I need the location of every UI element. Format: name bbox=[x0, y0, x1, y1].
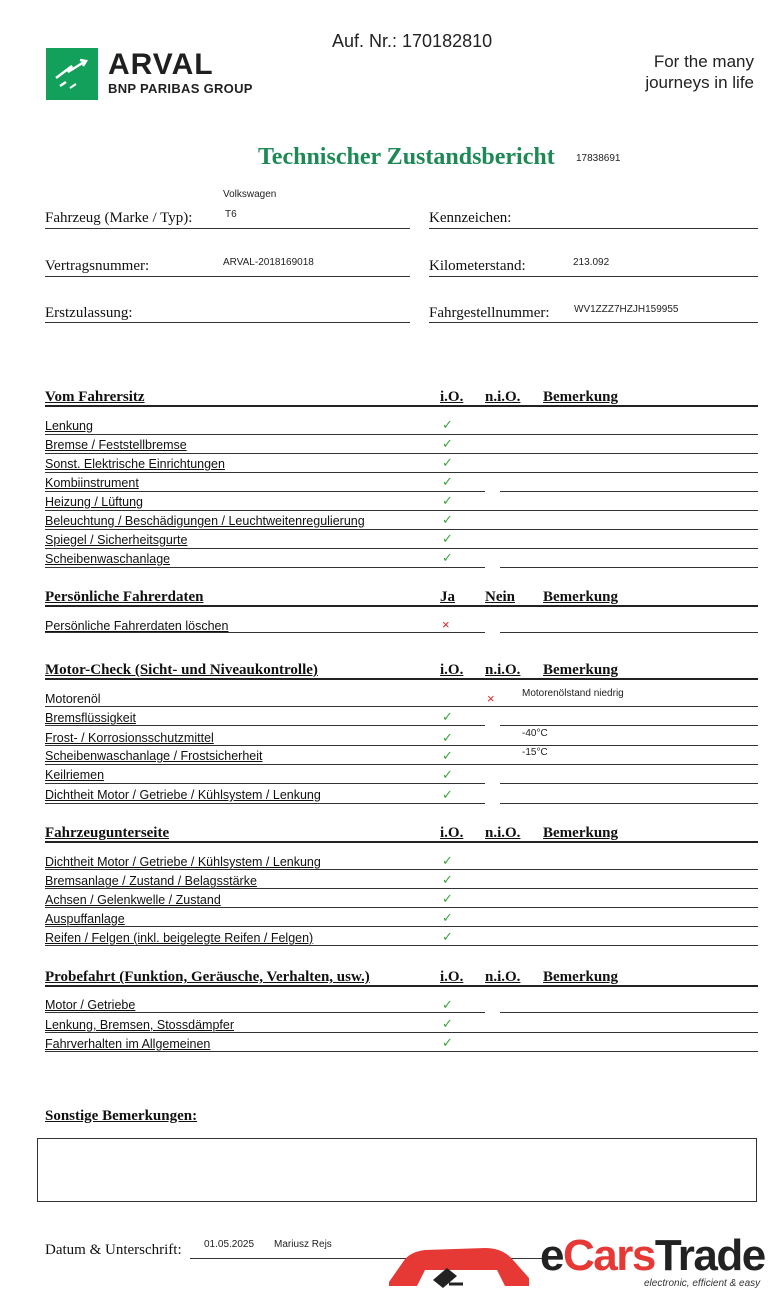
tagline-line-2: journeys in life bbox=[645, 73, 754, 92]
page-title: Technischer Zustandsbericht bbox=[258, 144, 555, 170]
row-line bbox=[45, 1012, 485, 1013]
section-title: Fahrzeugunterseite bbox=[45, 825, 170, 841]
cross-icon: × bbox=[487, 691, 495, 706]
column-header-yes: Ja bbox=[440, 589, 455, 605]
row-line bbox=[45, 472, 758, 473]
remark-line bbox=[500, 567, 758, 568]
signature-name: Mariusz Rejs bbox=[274, 1239, 332, 1250]
check-ok-icon: ✓ bbox=[442, 891, 453, 906]
row-line bbox=[45, 567, 485, 568]
check-item-label: Lenkung, Bremsen, Stossdämpfer bbox=[45, 1018, 234, 1032]
remark-line bbox=[500, 1012, 758, 1013]
check-ok-icon: ✓ bbox=[442, 474, 453, 489]
remark-line bbox=[500, 803, 758, 804]
signature-date: 01.05.2025 bbox=[204, 1239, 255, 1250]
remark-value: -15°C bbox=[522, 747, 548, 758]
row-line bbox=[45, 510, 758, 511]
contract-value: ARVAL-2018169018 bbox=[223, 257, 314, 268]
check-item-label: Motorenöl bbox=[45, 692, 101, 706]
check-item-label: Kombiinstrument bbox=[45, 476, 139, 490]
column-header-not-ok: n.i.O. bbox=[485, 969, 521, 985]
column-header-ok: i.O. bbox=[440, 662, 464, 678]
remark-line bbox=[500, 632, 758, 633]
other-remarks-text bbox=[38, 1139, 756, 1151]
check-item-label: Scheibenwaschanlage bbox=[45, 552, 171, 566]
row-line bbox=[45, 1051, 758, 1052]
row-line bbox=[45, 745, 758, 746]
check-ok-icon: ✓ bbox=[442, 910, 453, 925]
column-header-ok: i.O. bbox=[440, 825, 464, 841]
ecarstrade-logo bbox=[540, 1231, 765, 1280]
section-rule bbox=[45, 841, 758, 843]
vehicle-type-value: T6 bbox=[225, 209, 237, 220]
vehicle-type-label: Fahrzeug (Marke / Typ): bbox=[45, 210, 193, 226]
signature-label: Datum & Unterschrift: bbox=[45, 1242, 182, 1258]
row-line bbox=[45, 783, 485, 784]
row-line bbox=[45, 1032, 758, 1033]
vehicle-type-underline bbox=[45, 228, 410, 229]
section-rule bbox=[45, 985, 758, 987]
row-line bbox=[45, 764, 758, 765]
tagline bbox=[645, 51, 754, 93]
remark-value: Motorenölstand niedrig bbox=[522, 688, 624, 699]
check-ok-icon: ✓ bbox=[442, 767, 453, 782]
logo-name: ARVAL bbox=[108, 48, 214, 81]
check-ok-icon: ✓ bbox=[442, 853, 453, 868]
section-title: Persönliche Fahrerdaten bbox=[45, 589, 204, 605]
column-header-ok: i.O. bbox=[440, 389, 464, 405]
check-ok-icon: ✓ bbox=[442, 730, 453, 745]
section-title: Vom Fahrersitz bbox=[45, 389, 145, 405]
check-item-label: Spiegel / Sicherheitsgurte bbox=[45, 533, 188, 547]
check-ok-icon: ✓ bbox=[442, 787, 453, 802]
arval-logo-icon bbox=[46, 48, 98, 100]
vin-underline bbox=[429, 322, 758, 323]
check-ok-icon: ✓ bbox=[442, 748, 453, 763]
row-line bbox=[45, 945, 758, 946]
row-line bbox=[45, 548, 758, 549]
tagline-line-1: For the many bbox=[653, 52, 754, 71]
row-line bbox=[45, 529, 758, 530]
check-item-label: Persönliche Fahrerdaten löschen bbox=[45, 619, 229, 633]
plate-underline bbox=[429, 228, 758, 229]
check-ok-icon: ✓ bbox=[442, 997, 453, 1012]
check-item-label: Heizung / Lüftung bbox=[45, 495, 143, 509]
column-header-not-ok: n.i.O. bbox=[485, 662, 521, 678]
vehicle-make-value: Volkswagen bbox=[223, 189, 277, 200]
column-header-remark: Bemerkung bbox=[543, 969, 618, 985]
check-item-label: Bremsanlage / Zustand / Belagsstärke bbox=[45, 874, 257, 888]
check-item-label: Dichtheit Motor / Getriebe / Kühlsystem / Lenkung bbox=[45, 788, 321, 802]
check-ok-icon: ✓ bbox=[442, 436, 453, 451]
check-item-label: Reifen / Felgen (inkl. beigelegte Reifen / Felgen) bbox=[45, 931, 314, 945]
remark-value: -40°C bbox=[522, 728, 548, 739]
column-header-ok: i.O. bbox=[440, 969, 464, 985]
row-line bbox=[45, 434, 758, 435]
contract-underline bbox=[45, 276, 410, 277]
column-header-remark: Bemerkung bbox=[543, 662, 618, 678]
vin-label: Fahrgestellnummer: bbox=[429, 305, 550, 321]
column-header-remark: Bemerkung bbox=[543, 589, 618, 605]
row-line bbox=[45, 706, 758, 707]
check-item-label: Lenkung bbox=[45, 419, 93, 433]
other-remarks-box bbox=[37, 1138, 757, 1202]
section-title: Probefahrt (Funktion, Geräusche, Verhalten, usw.) bbox=[45, 969, 370, 985]
check-ok-icon: ✓ bbox=[442, 872, 453, 887]
remark-line bbox=[500, 783, 758, 784]
report-number: 17838691 bbox=[576, 153, 621, 164]
mileage-value: 213.092 bbox=[573, 257, 610, 268]
contract-label: Vertragsnummer: bbox=[45, 258, 150, 274]
check-ok-icon: ✓ bbox=[442, 929, 453, 944]
vin-value: WV1ZZZ7HZJH159955 bbox=[574, 304, 679, 315]
check-ok-icon: ✓ bbox=[442, 493, 453, 508]
section-rule bbox=[45, 678, 758, 680]
check-ok-icon: ✓ bbox=[442, 1035, 453, 1050]
row-line bbox=[45, 491, 485, 492]
cross-icon: × bbox=[442, 617, 450, 632]
check-item-label: Motor / Getriebe bbox=[45, 998, 136, 1012]
check-ok-icon: ✓ bbox=[442, 709, 453, 724]
ecarstrade-car-icon bbox=[385, 1240, 535, 1295]
check-ok-icon: ✓ bbox=[442, 550, 453, 565]
check-ok-icon: ✓ bbox=[442, 531, 453, 546]
order-number: Auf. Nr.: 170182810 bbox=[332, 31, 493, 51]
column-header-not-ok: n.i.O. bbox=[485, 389, 521, 405]
row-line bbox=[45, 453, 758, 454]
remark-line bbox=[500, 491, 758, 492]
other-remarks-title: Sonstige Bemerkungen: bbox=[45, 1108, 198, 1124]
check-item-label: Bremsflüssigkeit bbox=[45, 711, 136, 725]
check-item-label: Keilriemen bbox=[45, 768, 105, 782]
check-item-label: Dichtheit Motor / Getriebe / Kühlsystem / Lenkung bbox=[45, 855, 321, 869]
plate-label: Kennzeichen: bbox=[429, 210, 512, 226]
check-item-label: Frost- / Korrosionsschutzmittel bbox=[45, 731, 214, 745]
column-header-no: Nein bbox=[485, 589, 515, 605]
check-item-label: Sonst. Elektrische Einrichtungen bbox=[45, 457, 225, 471]
row-line bbox=[45, 926, 758, 927]
check-item-label: Achsen / Gelenkwelle / Zustand bbox=[45, 893, 221, 907]
row-line bbox=[45, 632, 485, 633]
row-line bbox=[45, 869, 758, 870]
logo-group: BNP PARIBAS GROUP bbox=[108, 81, 253, 96]
first-registration-underline bbox=[45, 322, 410, 323]
mileage-underline bbox=[429, 276, 758, 277]
check-item-label: Auspuffanlage bbox=[45, 912, 125, 926]
check-ok-icon: ✓ bbox=[442, 1016, 453, 1031]
row-line bbox=[45, 907, 758, 908]
remark-line bbox=[500, 725, 758, 726]
section-title: Motor-Check (Sicht- und Niveaukontrolle) bbox=[45, 662, 318, 678]
row-line bbox=[45, 888, 758, 889]
ecarstrade-logo-e: e bbox=[540, 1231, 563, 1280]
section-rule bbox=[45, 405, 758, 407]
column-header-not-ok: n.i.O. bbox=[485, 825, 521, 841]
ecarstrade-logo-trade: Trade bbox=[654, 1231, 765, 1280]
ecarstrade-logo-cars: Cars bbox=[562, 1231, 655, 1280]
ecarstrade-slogan: electronic, efficient & easy bbox=[644, 1278, 761, 1289]
first-registration-label: Erstzulassung: bbox=[45, 305, 133, 321]
row-line bbox=[45, 803, 485, 804]
row-line bbox=[45, 725, 485, 726]
check-item-label: Scheibenwaschanlage / Frostsicherheit bbox=[45, 749, 263, 763]
check-ok-icon: ✓ bbox=[442, 512, 453, 527]
check-ok-icon: ✓ bbox=[442, 417, 453, 432]
check-item-label: Beleuchtung / Beschädigungen / Leuchtweitenregulierung bbox=[45, 514, 365, 528]
check-ok-icon: ✓ bbox=[442, 455, 453, 470]
column-header-remark: Bemerkung bbox=[543, 825, 618, 841]
check-item-label: Bremse / Feststellbremse bbox=[45, 438, 187, 452]
check-item-label: Fahrverhalten im Allgemeinen bbox=[45, 1037, 211, 1051]
column-header-remark: Bemerkung bbox=[543, 389, 618, 405]
mileage-label: Kilometerstand: bbox=[429, 258, 526, 274]
section-rule bbox=[45, 605, 758, 607]
